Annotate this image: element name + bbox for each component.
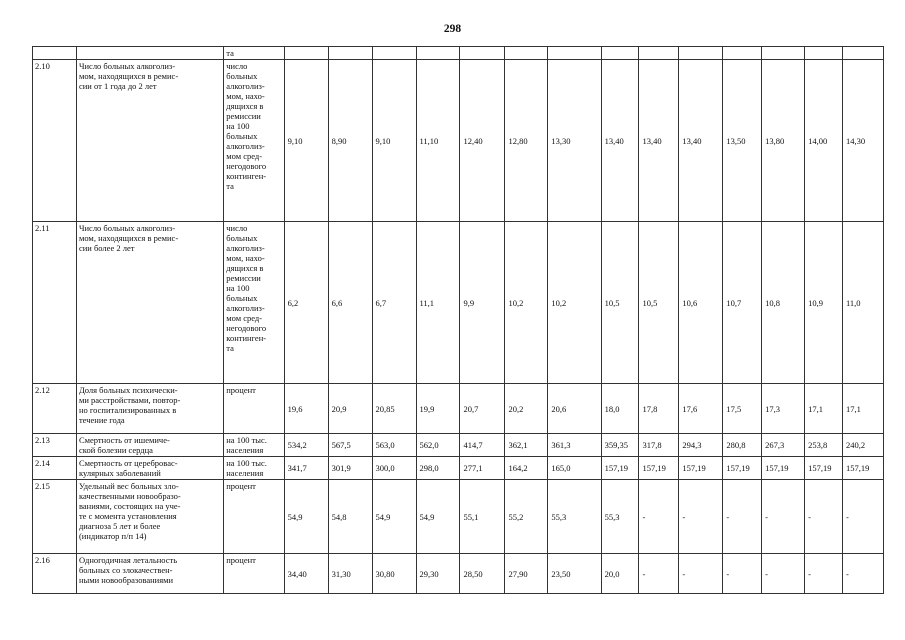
row-number-cell: 2.14 (33, 457, 77, 480)
row-number-cell: 2.16 (33, 554, 77, 594)
value-cell: 301,9 (328, 457, 372, 480)
table-cell (505, 47, 548, 60)
value-cell: 13,40 (601, 60, 639, 222)
indicator-name-cell: Число больных алкоголиз- мом, находящихся в ремис- сии от 1 года до 2 лет (76, 60, 223, 222)
table-row (33, 222, 884, 384)
unit-cell: число больных алкоголиз- мом, нахо- дящихся в ремиссии на 100 больных алкоголиз- мом сред- негодового континген- та (224, 222, 284, 384)
value-cell: 10,2 (548, 222, 601, 384)
value-cell: 10,9 (805, 222, 843, 384)
page-number: 298 (443, 23, 462, 35)
value-cell: 298,0 (416, 457, 460, 480)
value-cell: 30,80 (372, 554, 416, 594)
value-cell: 17,3 (762, 384, 805, 434)
value-cell: 54,9 (284, 480, 328, 554)
value-cell: 9,10 (284, 60, 328, 222)
table-row (33, 480, 884, 554)
value-cell: 55,1 (460, 480, 505, 554)
table-cell (284, 47, 328, 60)
value-cell: 13,80 (762, 60, 805, 222)
table-cell (805, 47, 843, 60)
value-cell: 362,1 (505, 434, 548, 457)
value-cell: 54,9 (372, 480, 416, 554)
value-cell: 34,40 (284, 554, 328, 594)
value-cell: 28,50 (460, 554, 505, 594)
unit-cell: на 100 тыс. населения (224, 457, 284, 480)
value-cell: - (723, 480, 762, 554)
value-cell: 6,7 (372, 222, 416, 384)
table-cell (723, 47, 762, 60)
table-cell (372, 47, 416, 60)
value-cell: 31,30 (328, 554, 372, 594)
row-number-cell: 2.10 (33, 60, 77, 222)
table-cell (679, 47, 723, 60)
value-cell: 6,6 (328, 222, 372, 384)
value-cell: 13,30 (548, 60, 601, 222)
value-cell: 9,9 (460, 222, 505, 384)
value-cell: - (805, 554, 843, 594)
value-cell: 359,35 (601, 434, 639, 457)
indicator-name-cell: Смертность от церебровас- кулярных заболеваний (76, 457, 223, 480)
table-cell (762, 47, 805, 60)
unit-cell: процент (224, 554, 284, 594)
value-cell: 54,9 (416, 480, 460, 554)
value-cell: 11,1 (416, 222, 460, 384)
value-cell: 534,2 (284, 434, 328, 457)
value-cell: 10,8 (762, 222, 805, 384)
value-cell: 20,9 (328, 384, 372, 434)
value-cell: 17,8 (639, 384, 679, 434)
indicator-name-cell: Доля больных психически- ми расстройствами, повтор- но госпитализированных в течение года (76, 384, 223, 434)
table-cell (328, 47, 372, 60)
value-cell: 20,2 (505, 384, 548, 434)
value-cell: - (842, 480, 883, 554)
value-cell: 29,30 (416, 554, 460, 594)
value-cell: 300,0 (372, 457, 416, 480)
unit-cell: процент (224, 384, 284, 434)
value-cell: 12,80 (505, 60, 548, 222)
value-cell: 23,50 (548, 554, 601, 594)
table-row (33, 384, 884, 434)
value-cell: - (639, 480, 679, 554)
value-cell: 11,10 (416, 60, 460, 222)
value-cell: 13,40 (639, 60, 679, 222)
value-cell: 9,10 (372, 60, 416, 222)
value-cell: 8,90 (328, 60, 372, 222)
row-number-cell: 2.12 (33, 384, 77, 434)
table-cell (416, 47, 460, 60)
value-cell: 563,0 (372, 434, 416, 457)
value-cell: 361,3 (548, 434, 601, 457)
value-cell: 157,19 (805, 457, 843, 480)
value-cell: - (679, 554, 723, 594)
value-cell: 55,3 (548, 480, 601, 554)
value-cell: 19,9 (416, 384, 460, 434)
row-number-cell: 2.15 (33, 480, 77, 554)
unit-cell: на 100 тыс. населения (224, 434, 284, 457)
value-cell: 17,1 (842, 384, 883, 434)
value-cell: 280,8 (723, 434, 762, 457)
value-cell: 13,50 (723, 60, 762, 222)
value-cell: 14,00 (805, 60, 843, 222)
indicator-name-cell: Смертность от ишемиче- ской болезни сердца (76, 434, 223, 457)
value-cell: 20,85 (372, 384, 416, 434)
value-cell: 157,19 (762, 457, 805, 480)
value-cell: - (805, 480, 843, 554)
value-cell: - (679, 480, 723, 554)
value-cell: 14,30 (842, 60, 883, 222)
row-number-cell: 2.11 (33, 222, 77, 384)
value-cell: 20,0 (601, 554, 639, 594)
value-cell: 165,0 (548, 457, 601, 480)
indicator-name-cell: Удельный вес больных зло- качественными новообразо- ваниями, состоящих на уче- те с момента установления диагноза 5 лет и более (индикатор п/п 14) (76, 480, 223, 554)
value-cell: 27,90 (505, 554, 548, 594)
table-cell (33, 47, 77, 60)
table-cell (639, 47, 679, 60)
value-cell: 20,7 (460, 384, 505, 434)
value-cell: 55,2 (505, 480, 548, 554)
row-number-cell: 2.13 (33, 434, 77, 457)
table-cell (548, 47, 601, 60)
value-cell: 55,3 (601, 480, 639, 554)
value-cell: 267,3 (762, 434, 805, 457)
value-cell: 157,19 (723, 457, 762, 480)
value-cell: 157,19 (679, 457, 723, 480)
table-row (33, 47, 884, 60)
value-cell: 17,6 (679, 384, 723, 434)
value-cell: 17,5 (723, 384, 762, 434)
value-cell: 10,5 (601, 222, 639, 384)
unit-cell: та (224, 47, 284, 60)
value-cell: 562,0 (416, 434, 460, 457)
value-cell: 13,40 (679, 60, 723, 222)
table-cell (601, 47, 639, 60)
value-cell: 567,5 (328, 434, 372, 457)
value-cell: 164,2 (505, 457, 548, 480)
value-cell: 12,40 (460, 60, 505, 222)
value-cell: 19,6 (284, 384, 328, 434)
value-cell: 253,8 (805, 434, 843, 457)
value-cell: 317,8 (639, 434, 679, 457)
table-row (33, 457, 884, 480)
value-cell: 11,0 (842, 222, 883, 384)
value-cell: 18,0 (601, 384, 639, 434)
value-cell: 341,7 (284, 457, 328, 480)
value-cell: 6,2 (284, 222, 328, 384)
value-cell: - (762, 480, 805, 554)
value-cell: 294,3 (679, 434, 723, 457)
table-row (33, 60, 884, 222)
value-cell: 157,19 (639, 457, 679, 480)
value-cell: 10,6 (679, 222, 723, 384)
value-cell: 10,7 (723, 222, 762, 384)
value-cell: - (639, 554, 679, 594)
value-cell: 10,5 (639, 222, 679, 384)
value-cell: 414,7 (460, 434, 505, 457)
unit-cell: число больных алкоголиз- мом, нахо- дящихся в ремиссии на 100 больных алкоголиз- мом сред- негодового континген- та (224, 60, 284, 222)
value-cell: - (842, 554, 883, 594)
value-cell: - (723, 554, 762, 594)
indicator-name-cell: Число больных алкоголиз- мом, находящихся в ремис- сии более 2 лет (76, 222, 223, 384)
value-cell: 157,19 (601, 457, 639, 480)
value-cell: 277,1 (460, 457, 505, 480)
table-cell (842, 47, 883, 60)
table-cell (460, 47, 505, 60)
value-cell: 240,2 (842, 434, 883, 457)
value-cell: 17,1 (805, 384, 843, 434)
indicator-name-cell: Одногодичная летальность больных со злокачествен- ными новообразованиями (76, 554, 223, 594)
table-row (33, 554, 884, 594)
unit-cell: процент (224, 480, 284, 554)
table-row (33, 434, 884, 457)
value-cell: 157,19 (842, 457, 883, 480)
value-cell: 54,8 (328, 480, 372, 554)
value-cell: 20,6 (548, 384, 601, 434)
indicators-table (32, 46, 884, 594)
table-cell (76, 47, 223, 60)
value-cell: 10,2 (505, 222, 548, 384)
value-cell: - (762, 554, 805, 594)
